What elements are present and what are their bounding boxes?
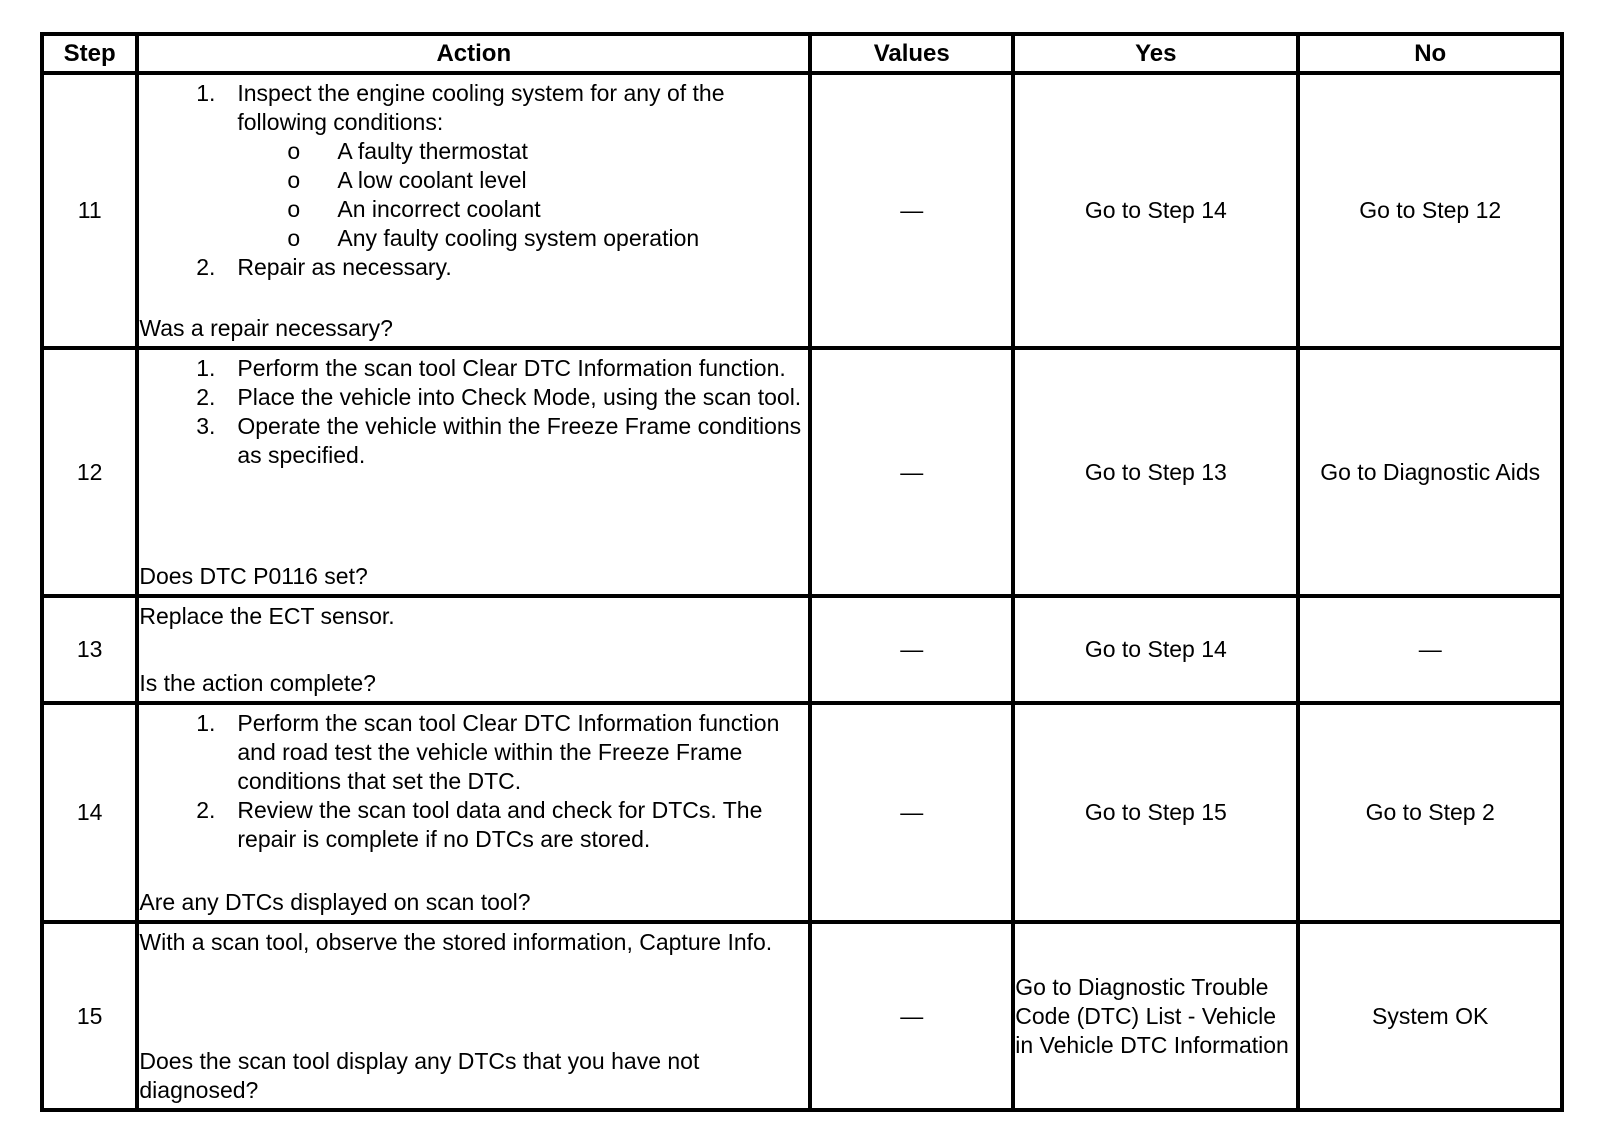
step-number: 15: [42, 922, 137, 1110]
no-cell: Go to Diagnostic Aids: [1298, 348, 1562, 596]
values-cell: —: [810, 703, 1013, 922]
table-row: [42, 922, 1562, 1110]
values-cell: —: [810, 348, 1013, 596]
condition-item: o An incorrect coolant: [287, 196, 541, 222]
action-question: Are any DTCs displayed on scan tool?: [139, 889, 531, 915]
step-number: 14: [42, 703, 137, 922]
yes-cell: Go to Step 14: [1013, 596, 1298, 703]
action-question: Does the scan tool display any DTCs that you have not diagnosed?: [139, 1048, 700, 1103]
step-number: 11: [42, 73, 137, 348]
action-text: Replace the ECT sensor.: [139, 603, 395, 629]
yes-cell: Go to Step 14: [1013, 73, 1298, 348]
action-question: Was a repair necessary?: [139, 315, 393, 341]
values-cell: —: [810, 922, 1013, 1110]
header-no: No: [1298, 34, 1562, 73]
action-cell: [137, 922, 810, 1110]
action-step: 2. Review the scan tool data and check for DTCs. The repair is complete if no DTCs are stored.: [196, 797, 763, 852]
table-row: [42, 703, 1562, 922]
yes-cell: Go to Step 13: [1013, 348, 1298, 596]
action-cell: [137, 348, 810, 596]
action-step: 3. Operate the vehicle within the Freeze Frame conditions as specified.: [196, 413, 802, 468]
step-number: 12: [42, 348, 137, 596]
condition-item: o A low coolant level: [287, 167, 527, 193]
action-step: 1. Perform the scan tool Clear DTC Information function and road test the vehicle within the Freeze Frame conditions that set the DTC.: [196, 710, 780, 794]
no-cell: Go to Step 12: [1298, 73, 1562, 348]
yes-cell: Go to Diagnostic Trouble Code (DTC) List - Vehicle in Vehicle DTC Information: [1013, 922, 1298, 1110]
bullet-icon: o: [287, 225, 301, 251]
bullet-icon: o: [287, 196, 301, 222]
action-cell: [137, 703, 810, 922]
action-steps: [139, 354, 808, 470]
action-step: 1. Inspect the engine cooling system for any of the following conditions: o A faulty thermostat o A low coolant level o An incorrect coolant o Any faulty cooling system operation: [237, 79, 808, 253]
header-values: Values: [810, 34, 1013, 73]
condition-list: [237, 137, 808, 253]
bullet-icon: o: [287, 167, 301, 193]
condition-item: o A faulty thermostat: [287, 138, 528, 164]
action-text: With a scan tool, observe the stored information, Capture Info.: [139, 929, 773, 955]
action-steps: [139, 709, 808, 854]
action-cell: [137, 73, 810, 348]
step-number: 13: [42, 596, 137, 703]
action-step: 2. Place the vehicle into Check Mode, using the scan tool.: [196, 384, 802, 410]
action-question: Does DTC P0116 set?: [139, 563, 368, 589]
no-cell: System OK: [1298, 922, 1562, 1110]
header-step: Step: [42, 34, 137, 73]
header-row: [42, 34, 1562, 73]
diagnostic-table: [40, 32, 1564, 1112]
no-cell: —: [1298, 596, 1562, 703]
values-cell: —: [810, 596, 1013, 703]
bullet-icon: o: [287, 138, 301, 164]
table-row: [42, 348, 1562, 596]
header-action: Action: [137, 34, 810, 73]
table-row: [42, 596, 1562, 703]
action-step: 1. Perform the scan tool Clear DTC Information function.: [196, 355, 786, 381]
values-cell: —: [810, 73, 1013, 348]
table-row: [42, 73, 1562, 348]
yes-cell: Go to Step 15: [1013, 703, 1298, 922]
action-step: 2. Repair as necessary.: [196, 254, 452, 280]
condition-item: o Any faulty cooling system operation: [287, 225, 700, 251]
action-cell: [137, 596, 810, 703]
action-steps: [139, 79, 808, 282]
header-yes: Yes: [1013, 34, 1298, 73]
no-cell: Go to Step 2: [1298, 703, 1562, 922]
action-question: Is the action complete?: [139, 670, 376, 696]
